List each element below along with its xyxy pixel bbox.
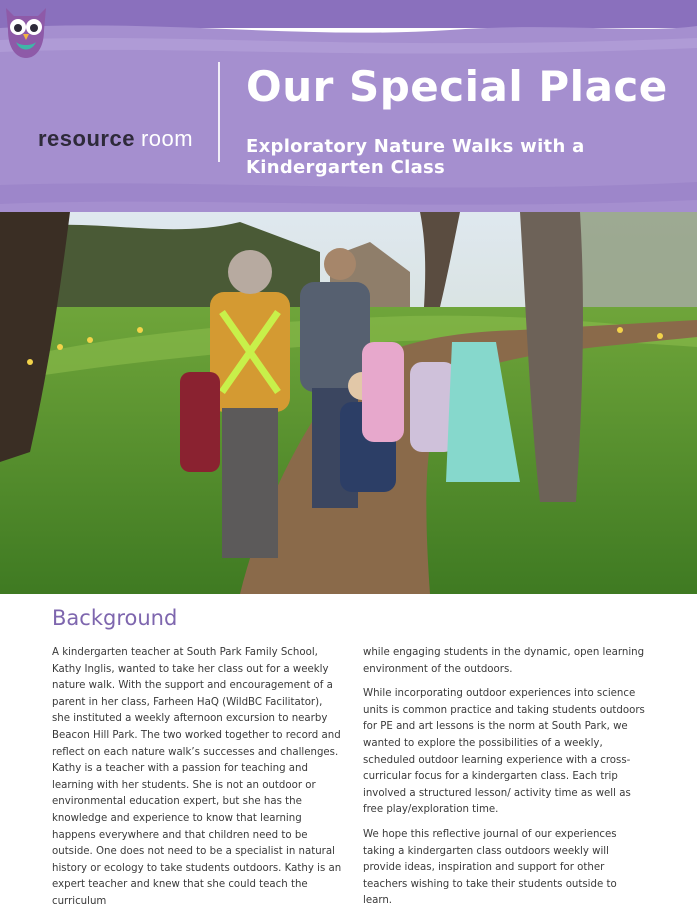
owl-logo-icon	[0, 0, 52, 62]
photo-illustration	[0, 212, 697, 594]
logo-word-room: room	[140, 126, 194, 151]
background-heading: Background	[52, 606, 178, 630]
page-subtitle: Exploratory Nature Walks with a Kindergarten Class	[246, 136, 585, 178]
paragraph: While incorporating outdoor experiences into science units is common practice and taking students outdoors for PE and art lessons is the norm at South Park, we wanted to explore the possibilities of a weekly, scheduled outdoor learning experience with a cross-curricular focus for a kindergarten class. Each trip involved a structured lesson/ activity time as well as free play/exploration time.	[363, 688, 645, 816]
nature-walk-photo	[0, 212, 697, 594]
paragraph: We hope this reflective journal of our experiences taking a kindergarten class outdoors weekly will provide ideas, inspiration and support for other teachers wishing to take their students outside to learn.	[363, 828, 617, 907]
logo-word-resource: resource	[38, 126, 135, 151]
resource-room-logo	[38, 126, 193, 152]
page-title: Our Special Place	[246, 62, 668, 111]
paragraph: while engaging students in the dynamic, open learning environment of the outdoors.	[363, 647, 645, 675]
left-column	[52, 645, 342, 919]
banner-background	[0, 0, 697, 225]
paragraph: A kindergarten teacher at South Park Family School, Kathy Inglis, wanted to take her class out for a weekly nature walk. With the support and encouragement of a parent in her class, Farheen HaQ (WildBC Facilitator), she instituted a weekly afternoon excursion to nearby Beacon Hill Park. The two worked together to record and reflect on each nature walk’s successes and challenges. Kathy is a teacher with a passion for teaching and learning with her students. She is not an outdoor or environmental education expert, but she has the knowledge and experience to know that learning happens everywhere and that children need to be outside. One does not need to be a specialist in natural history or ecology to take students outdoors. Kathy is an expert teacher and knew that she could teach the curriculum	[52, 647, 342, 907]
header-divider	[218, 62, 220, 162]
header-banner	[0, 0, 697, 225]
right-column	[363, 645, 648, 918]
